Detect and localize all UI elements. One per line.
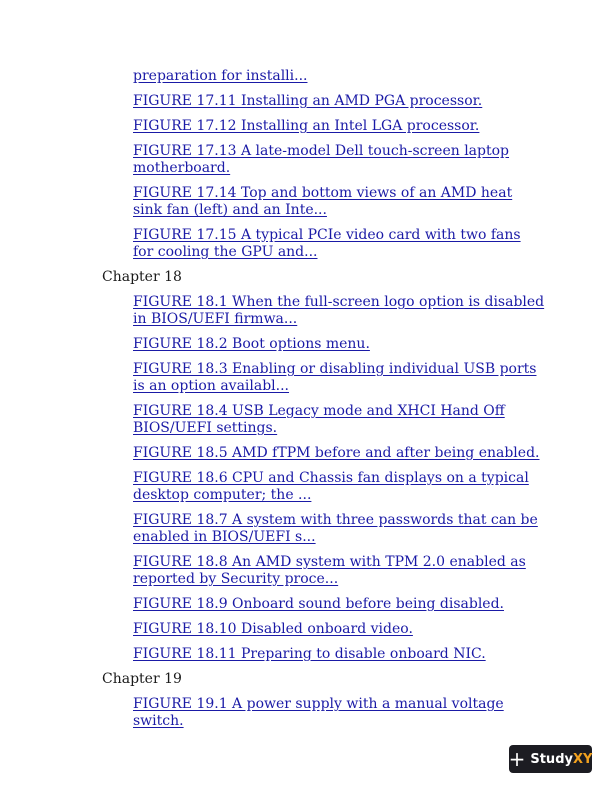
figure-link[interactable]: FIGURE 17.14 Top and bottom views of an AMD heat sink fan (left) and an Inte... <box>133 185 513 218</box>
badge-text-main: Study <box>530 751 573 767</box>
figure-link[interactable]: FIGURE 18.2 Boot options menu. <box>133 336 370 352</box>
figure-link[interactable]: FIGURE 18.9 Onboard sound before being disabled. <box>133 596 504 612</box>
figure-link[interactable]: FIGURE 18.3 Enabling or disabling individual USB ports is an option availabl... <box>133 361 537 394</box>
figure-link[interactable]: FIGURE 17.12 Installing an Intel LGA processor. <box>133 118 480 134</box>
figure-link[interactable]: FIGURE 18.6 CPU and Chassis fan displays on a typical desktop computer; the ... <box>133 470 529 503</box>
figure-link[interactable]: FIGURE 18.4 USB Legacy mode and XHCI Hand Off BIOS/UEFI settings. <box>133 403 505 436</box>
figure-link[interactable]: FIGURE 18.5 AMD fTPM before and after being enabled. <box>133 445 540 461</box>
figure-link[interactable]: FIGURE 18.8 An AMD system with TPM 2.0 enabled as reported by Security proce... <box>133 554 526 587</box>
badge-text-accent: XY <box>572 751 593 767</box>
figure-link[interactable]: FIGURE 17.13 A late-model Dell touch-screen laptop motherboard. <box>133 143 510 176</box>
figure-link[interactable]: FIGURE 18.1 When the full-screen logo option is disabled in BIOS/UEFI firmwa... <box>133 294 545 327</box>
figure-link[interactable]: FIGURE 19.1 A power supply with a manual voltage switch. <box>133 696 504 729</box>
figure-list <box>0 68 612 738</box>
studyxy-badge[interactable] <box>509 745 592 773</box>
figure-link[interactable]: FIGURE 17.15 A typical PCIe video card with two fans for cooling the GPU and... <box>133 227 521 260</box>
figure-link[interactable]: FIGURE 18.7 A system with three passwords that can be enabled in BIOS/UEFI s... <box>133 512 538 545</box>
figure-link[interactable]: preparation for installi... <box>133 68 308 84</box>
figure-link[interactable]: FIGURE 18.11 Preparing to disable onboard NIC. <box>133 646 486 662</box>
chapter-heading: Chapter 18 <box>102 269 182 285</box>
plus-icon: + <box>508 747 526 771</box>
chapter-heading: Chapter 19 <box>102 671 182 687</box>
figure-link[interactable]: FIGURE 18.10 Disabled onboard video. <box>133 621 413 637</box>
figure-link[interactable]: FIGURE 17.11 Installing an AMD PGA processor. <box>133 93 483 109</box>
